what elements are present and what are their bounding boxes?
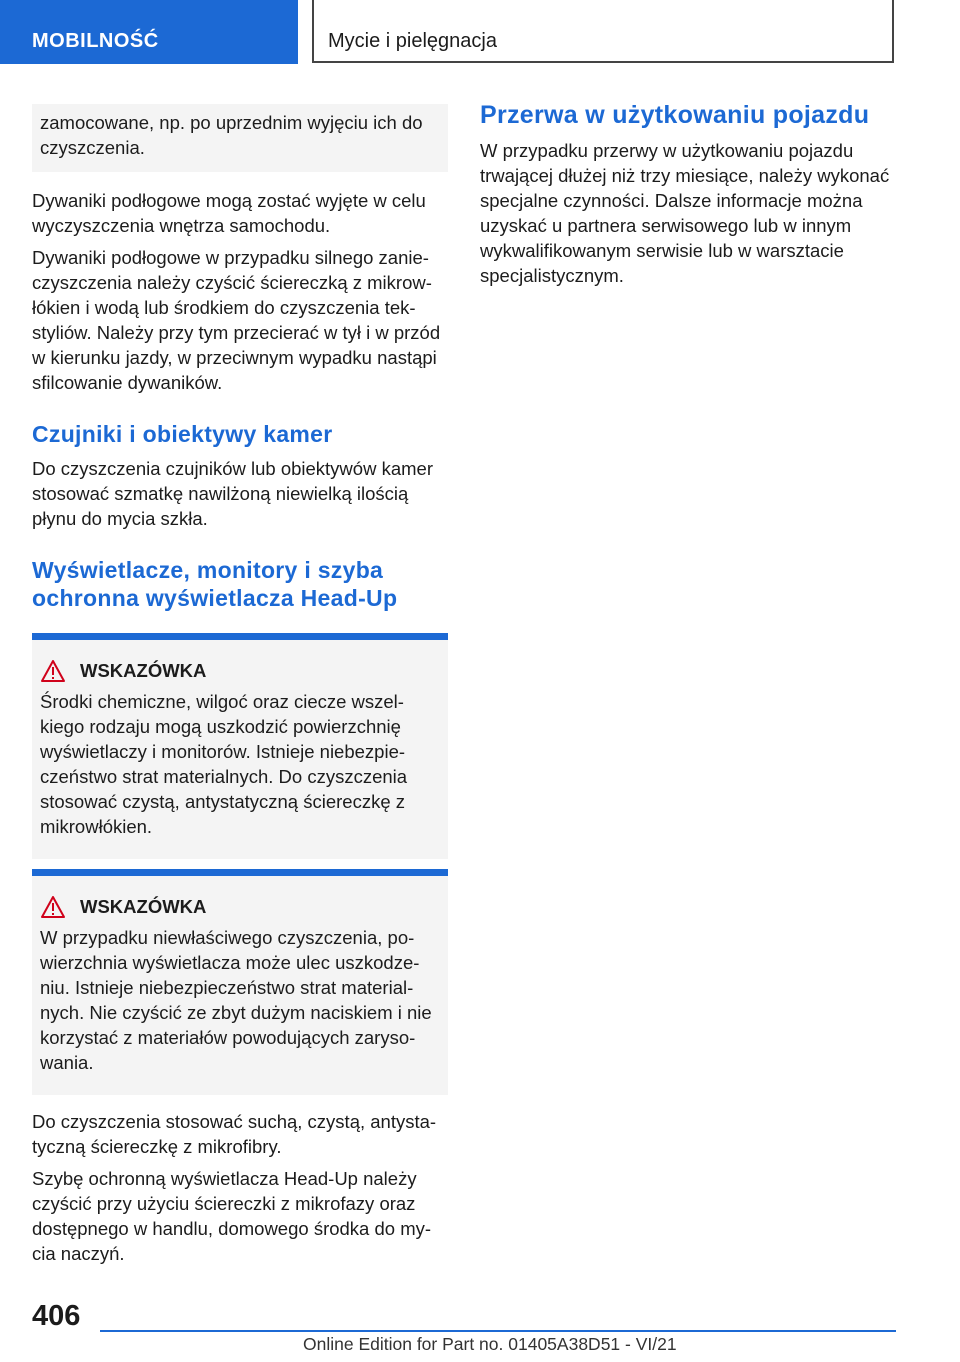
page-number: 406 [32,1300,81,1332]
section-title: MOBILNOŚĆ [32,30,159,52]
warning-title-row [40,894,440,919]
footer-edition: Online Edition for Part no. 01405A38D51 - VI/21 [303,1334,677,1354]
paragraph: Szybę ochronną wyświetlacza Head-Up należy czyścić przy użyciu ściereczki z mikrofazy oraz dostępnego w handlu, domowego środka do my‐cia naczyń. [32,1168,432,1264]
right-column [480,100,896,288]
paragraph: Dywaniki podłogowe mogą zostać wyjęte w celu wyczyszczenia wnętrza samochodu. [32,190,426,236]
warning-title-row [40,658,440,683]
warning-box [32,633,448,859]
section-tab [0,0,298,64]
warning-text: W przypadku niewłaściwego czyszczenia, po‐wierzchnia wyświetlacza może ulec uszkodze‐niu. Istnieje niebezpieczeństwo strat material‐nych. Nie czyścić ze zbyt dużym naciskiem i nie korzystać z materiałów powodujących zaryso‐wania. [40,927,432,1073]
paragraph: Do czyszczenia czujników lub obiektywów kamer stosować szmatkę nawilżoną niewielką ilością płynu do mycia szkła. [32,458,433,529]
warning-box [32,869,448,1095]
paragraph: W przypadku przerwy w użytkowaniu pojazdu trwającej dłużej niż trzy miesiące, należy wykonać specjalne czynności. Dalsze informacje można uzyskać u partnera serwisowego lub w innym wykwalifikowanym serwisie lub w warsztacie specjalistycznym. [480,140,890,286]
footer-divider [100,1330,896,1332]
section-heading-displays: Wyświetlacze, monitory i szyba ochronna wyświetlacza Head-Up [32,557,398,611]
chapter-header [312,0,894,63]
warning-triangle-icon [40,659,66,683]
warning-title: WSKAZÓWKA [80,896,207,917]
chapter-title: Mycie i pielęgnacja [328,30,497,52]
continued-note-text: zamocowane, np. po uprzednim wyjęciu ich do czyszczenia. [40,112,423,158]
left-column [32,100,448,1273]
continued-note-box [32,104,448,172]
section-heading-sensors: Czujniki i obiektywy kamer [32,421,333,447]
warning-triangle-icon [40,895,66,919]
paragraph: Dywaniki podłogowe w przypadku silnego zanie‐czyszczenia należy czyścić ściereczką z mikrow‐łókien i wodą lub środkiem do czyszczenia tek‐styliów. Należy przy tym przecierać w tył i w przód w kierunku jazdy, w przeciwnym wypadku nastąpi sfilcowanie dywaników. [32,247,441,393]
section-heading-storage: Przerwa w użytkowaniu pojazdu [480,101,870,129]
warning-title: WSKAZÓWKA [80,660,207,681]
paragraph: Do czyszczenia stosować suchą, czystą, antysta‐tyczną ściereczkę z mikrofibry. [32,1111,437,1157]
warning-text: Środki chemiczne, wilgoć oraz ciecze wszel‐kiego rodzaju mogą uszkodzić powierzchnię wyświetlaczy i monitorów. Istnieje niebezpie‐czeństwo strat materialnych. Do czyszczenia stosować czystą, antystatyczną ściereczkę z mikrowłókien. [40,691,408,837]
